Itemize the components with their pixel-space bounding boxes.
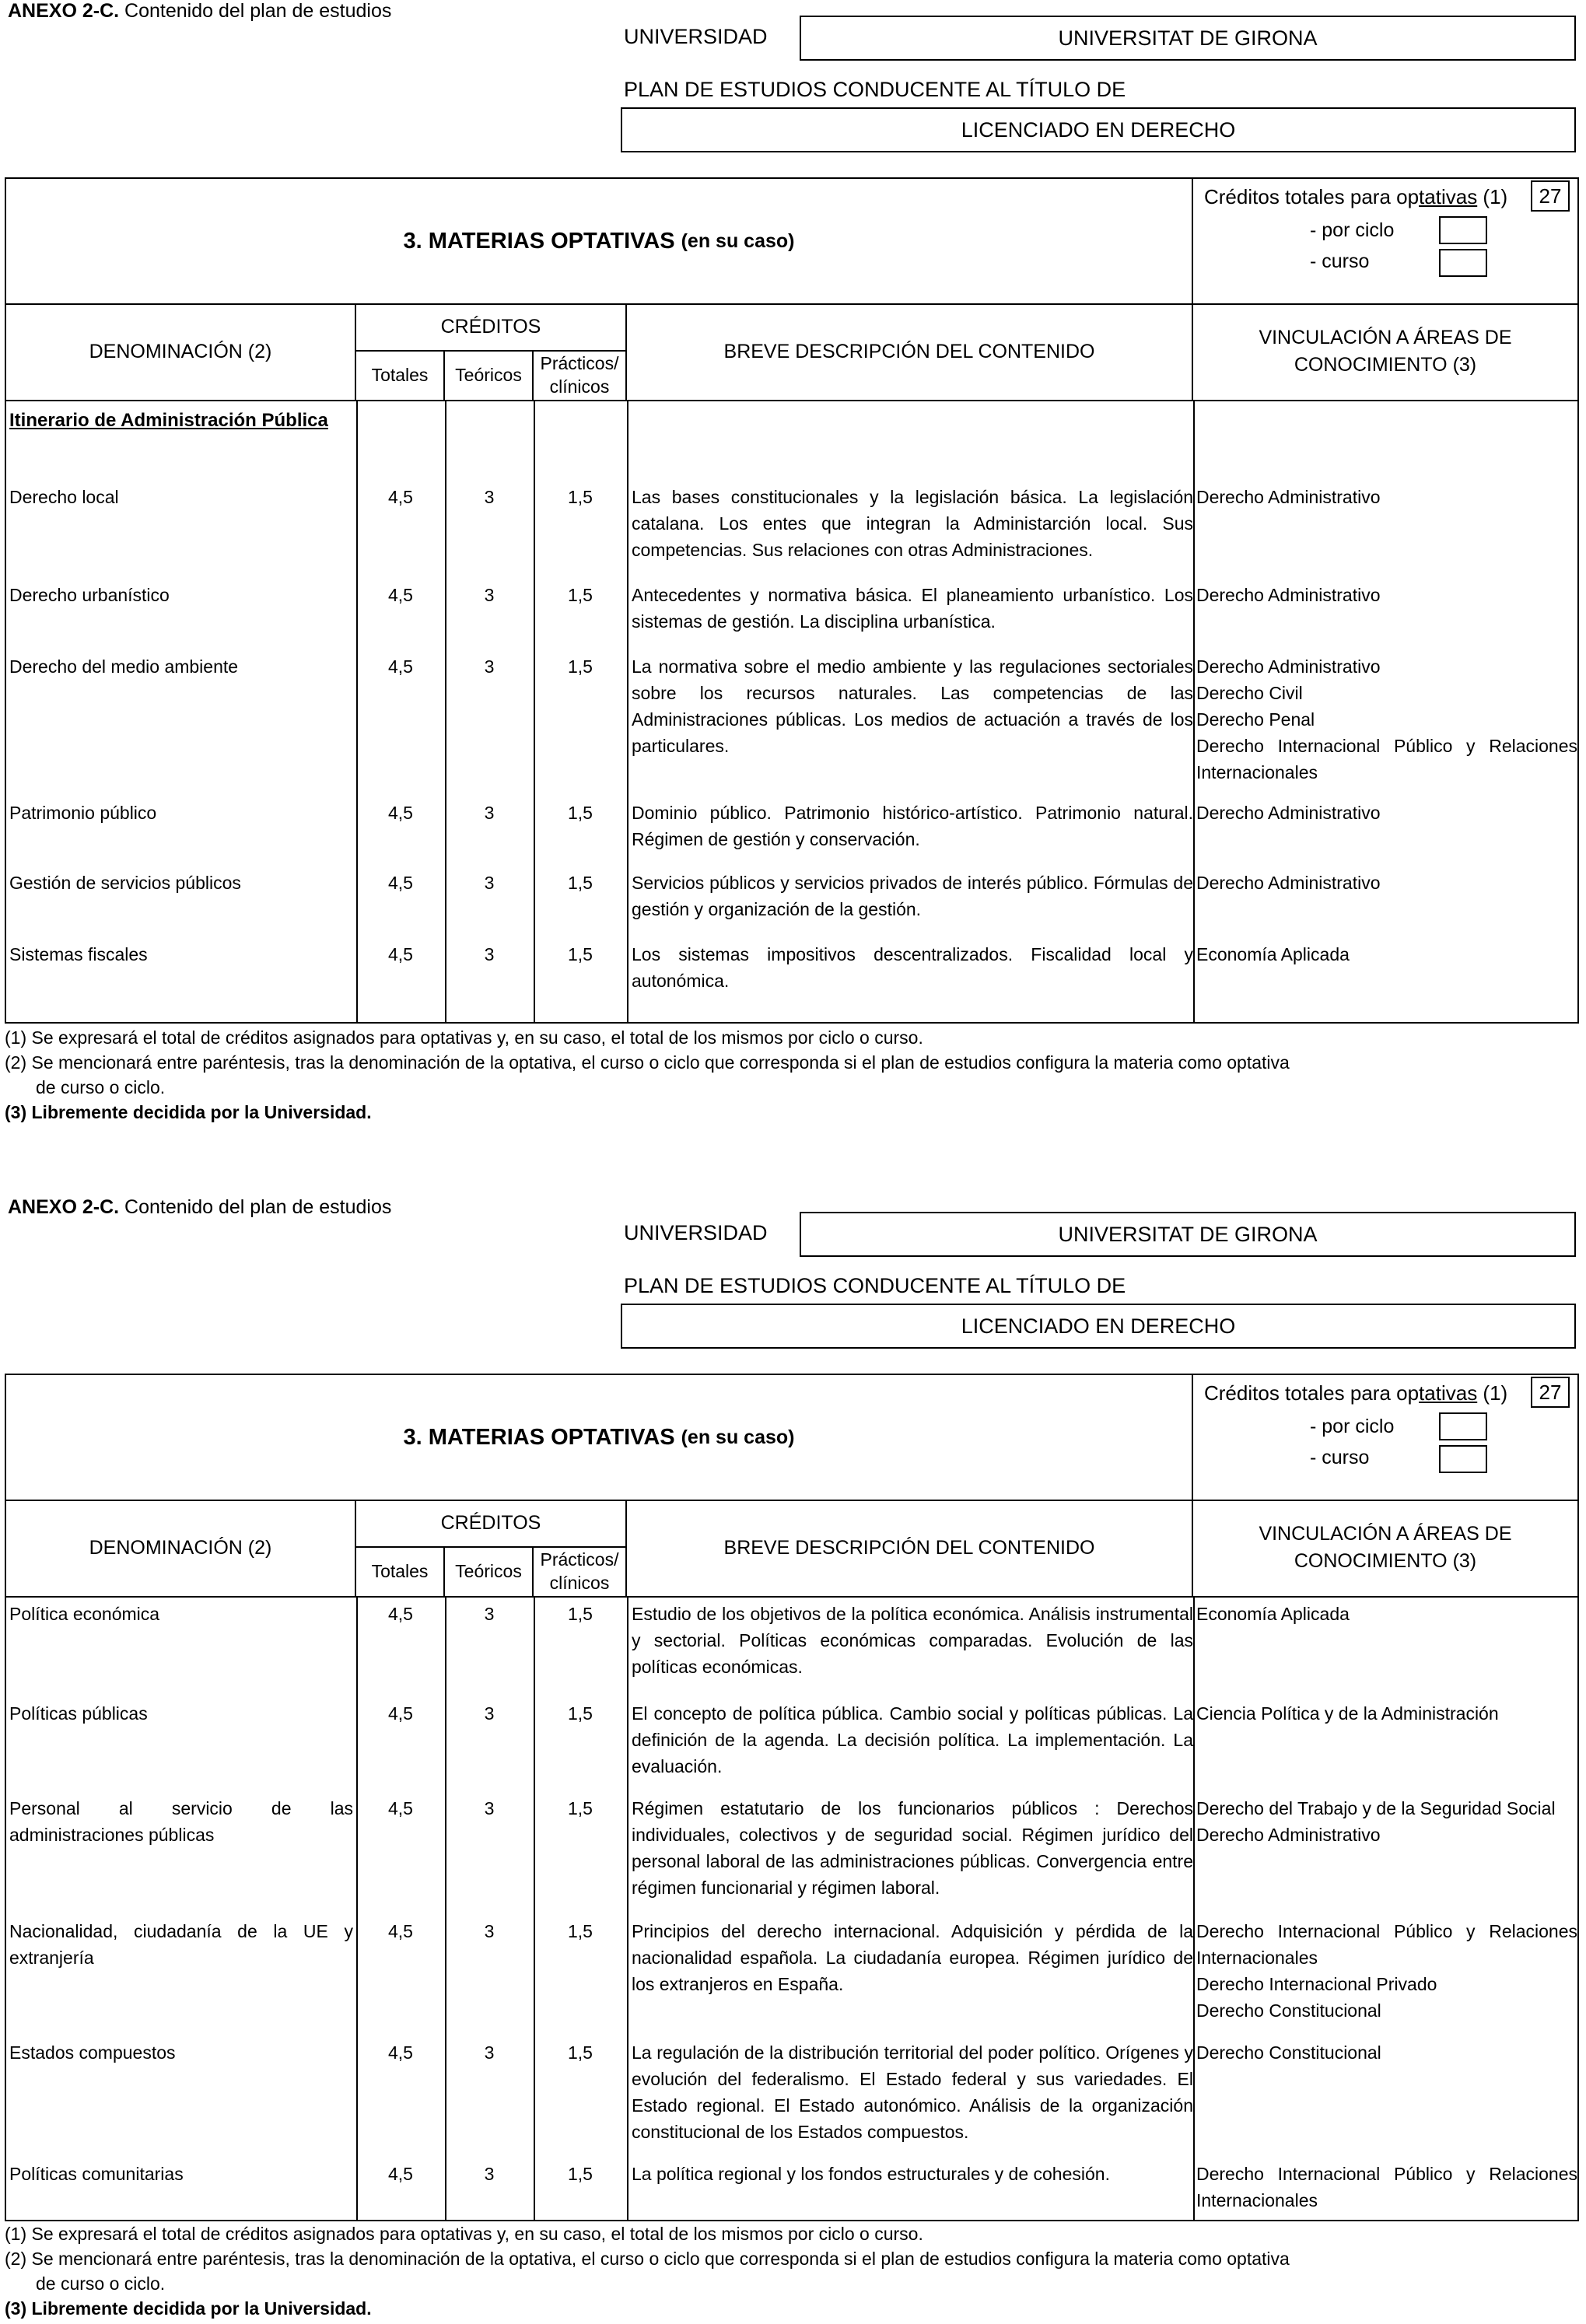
row-vinculacion: Derecho del Trabajo y de la Seguridad Social Derecho Administrativo <box>1196 1798 1556 1845</box>
col-creditos: CRÉDITOS <box>356 303 627 352</box>
footnote-2: (2) Se mencionará entre paréntesis, tras la denominación de la optativa, el curso o ciclo que corresponda si el plan de estudios configura la materia como optativa <box>5 1052 1290 1073</box>
row-descripcion: La política regional y los fondos estructurales y de cohesión. <box>632 2164 1110 2184</box>
row-descripcion: Estudio de los objetivos de la política económica. Análisis instrumental y sectorial. Políticas económicas comparadas. Evolución de las políticas económicas. <box>632 1604 1193 1677</box>
col-denominacion: DENOMINACIÓN (2) <box>6 1500 356 1596</box>
footnote-3: (3) Libremente decidida por la Universidad. <box>5 2298 372 2319</box>
por-ciclo-box <box>1439 1412 1487 1440</box>
row-teoricos: 3 <box>484 944 495 964</box>
row-denominacion: Personal al servicio de las administraciones públicas <box>9 1798 353 1845</box>
col-teoricos: Teóricos <box>445 1548 534 1596</box>
por-ciclo-label: - por ciclo <box>1310 1416 1395 1437</box>
row-descripcion: Los sistemas impositivos descentralizados. Fiscalidad local y autonómica. <box>632 944 1193 991</box>
row-teoricos: 3 <box>484 2164 495 2184</box>
section-title: 3. MATERIAS OPTATIVAS (en su caso) <box>6 1375 1193 1500</box>
row-teoricos: 3 <box>484 873 495 893</box>
row-denominacion: Gestión de servicios públicos <box>9 873 241 893</box>
row-descripcion: La normativa sobre el medio ambiente y las regulaciones sectoriales sobre los recursos naturales. Las competencias de las Administraciones públicas. Los medios de actuación a través de los particulares. <box>632 656 1193 756</box>
footnote-1: (1) Se expresará el total de créditos asignados para optativas y, en su caso, el total de los mismos por ciclo o curso. <box>5 1027 923 1048</box>
row-denominacion: Estados compuestos <box>9 2042 176 2063</box>
row-denominacion: Derecho local <box>9 487 119 507</box>
row-denominacion: Sistemas fiscales <box>9 944 148 964</box>
row-teoricos: 3 <box>484 1604 495 1624</box>
row-descripcion: Régimen estatutario de los funcionarios públicos : Derechos individuales, colectivos y de seguridad social. Régimen jurídico del personal laboral de las administraciones públicas. Convergencia entre régimen funcionarial y régimen laboral. <box>632 1798 1193 1898</box>
row-descripcion: Dominio público. Patrimonio histórico-artístico. Patrimonio natural. Régimen de gestión y conservación. <box>632 803 1193 849</box>
row-denominacion: Políticas públicas <box>9 1703 148 1724</box>
group-heading: Itinerario de Administración Pública <box>9 410 328 431</box>
col-practicos: Prácticos/ clínicos <box>534 1548 627 1596</box>
row-practicos: 1,5 <box>568 487 593 507</box>
creditos-totales-label: Créditos totales para optativas (1) <box>1204 185 1508 208</box>
row-descripcion: Principios del derecho internacional. Adquisición y pérdida de la nacionalidad española. La ciudadanía europea. Régimen jurídico de los extranjeros en España. <box>632 1921 1193 1994</box>
universidad-label: UNIVERSIDAD <box>624 1221 768 1244</box>
row-denominacion: Nacionalidad, ciudadanía de la UE y extranjería <box>9 1921 353 1968</box>
row-practicos: 1,5 <box>568 1921 593 1941</box>
row-teoricos: 3 <box>484 585 495 605</box>
table-header <box>6 1375 1577 1501</box>
col-totales: Totales <box>356 1548 445 1596</box>
row-totales: 4,5 <box>388 585 413 605</box>
row-totales: 4,5 <box>388 1604 413 1624</box>
row-teoricos: 3 <box>484 656 495 677</box>
col-vinculacion: VINCULACIÓN A ÁREAS DE CONOCIMIENTO (3) <box>1259 327 1512 376</box>
col-teoricos: Teóricos <box>445 352 534 400</box>
universidad-value: UNIVERSITAT DE GIRONA <box>800 16 1576 61</box>
por-ciclo-label: - por ciclo <box>1310 219 1395 241</box>
col-descripcion: BREVE DESCRIPCIÓN DEL CONTENIDO <box>627 1500 1193 1596</box>
row-teoricos: 3 <box>484 803 495 823</box>
footnote-1: (1) Se expresará el total de créditos asignados para optativas y, en su caso, el total de los mismos por ciclo o curso. <box>5 2224 923 2244</box>
universidad-label: UNIVERSIDAD <box>624 25 768 48</box>
row-totales: 4,5 <box>388 1921 413 1941</box>
table-header <box>6 179 1577 305</box>
col-denominacion: DENOMINACIÓN (2) <box>6 303 356 400</box>
column-headers <box>6 303 1577 401</box>
row-totales: 4,5 <box>388 2042 413 2063</box>
row-vinculacion: Derecho Administrativo <box>1196 873 1381 893</box>
row-practicos: 1,5 <box>568 656 593 677</box>
row-practicos: 1,5 <box>568 585 593 605</box>
col-totales: Totales <box>356 352 445 400</box>
creditos-totales-label: Créditos totales para optativas (1) <box>1204 1381 1508 1405</box>
por-ciclo-box <box>1439 216 1487 244</box>
row-vinculacion: Derecho Administrativo <box>1196 487 1381 507</box>
anexo-heading: ANEXO 2-C. Contenido del plan de estudios <box>8 0 392 22</box>
row-descripcion: Servicios públicos y servicios privados de interés público. Fórmulas de gestión y organización de la gestión. <box>632 873 1193 919</box>
universidad-value: UNIVERSITAT DE GIRONA <box>800 1212 1576 1257</box>
row-teoricos: 3 <box>484 1798 495 1818</box>
row-denominacion: Derecho urbanístico <box>9 585 170 605</box>
row-practicos: 1,5 <box>568 944 593 964</box>
row-vinculacion: Derecho Internacional Público y Relaciones Internacionales <box>1196 2164 1577 2210</box>
row-practicos: 1,5 <box>568 1798 593 1818</box>
col-practicos: Prácticos/ clínicos <box>534 352 627 400</box>
curso-box <box>1439 1445 1487 1473</box>
col-vinculacion: VINCULACIÓN A ÁREAS DE CONOCIMIENTO (3) <box>1259 1523 1512 1572</box>
plan-label: PLAN DE ESTUDIOS CONDUCENTE AL TÍTULO DE <box>624 1274 1126 1297</box>
footnotes <box>5 1025 1290 1125</box>
row-practicos: 1,5 <box>568 873 593 893</box>
creditos-totales-value: 27 <box>1531 1377 1570 1408</box>
page-2 <box>0 1196 1586 2324</box>
curso-box <box>1439 249 1487 277</box>
row-descripcion: El concepto de política pública. Cambio social y políticas públicas. La definición de la agenda. La decisión política. La implementación. La evaluación. <box>632 1703 1193 1776</box>
row-teoricos: 3 <box>484 2042 495 2063</box>
row-practicos: 1,5 <box>568 803 593 823</box>
row-totales: 4,5 <box>388 944 413 964</box>
col-creditos: CRÉDITOS <box>356 1500 627 1548</box>
row-totales: 4,5 <box>388 656 413 677</box>
titulo-value: LICENCIADO EN DERECHO <box>621 107 1576 152</box>
materias-table <box>5 1374 1579 2221</box>
row-denominacion: Políticas comunitarias <box>9 2164 184 2184</box>
row-vinculacion: Economía Aplicada <box>1196 1604 1350 1624</box>
row-vinculacion: Derecho Internacional Público y Relaciones Internacionales Derecho Internacional Privado Derecho Constitucional <box>1196 1921 1577 2021</box>
row-teoricos: 3 <box>484 1921 495 1941</box>
row-practicos: 1,5 <box>568 1703 593 1724</box>
col-descripcion: BREVE DESCRIPCIÓN DEL CONTENIDO <box>627 303 1193 400</box>
row-vinculacion: Ciencia Política y de la Administración <box>1196 1703 1499 1724</box>
row-totales: 4,5 <box>388 1798 413 1818</box>
footnote-2-cont: de curso o ciclo. <box>36 1077 166 1097</box>
row-denominacion: Patrimonio público <box>9 803 157 823</box>
page-1 <box>0 0 1586 1128</box>
column-headers <box>6 1500 1577 1598</box>
footnote-3: (3) Libremente decidida por la Universidad. <box>5 1102 372 1122</box>
row-denominacion: Política económica <box>9 1604 160 1624</box>
row-teoricos: 3 <box>484 1703 495 1724</box>
row-descripcion: Antecedentes y normativa básica. El planeamiento urbanístico. Los sistemas de gestión. La disciplina urbanística. <box>632 585 1193 632</box>
row-totales: 4,5 <box>388 873 413 893</box>
row-totales: 4,5 <box>388 487 413 507</box>
row-descripcion: La regulación de la distribución territorial del poder político. Orígenes y evolución del federalismo. El Estado federal y sus variedades. El Estado regional. El Estado autonómico. Análisis de la organización constitucional de los Estados compuestos. <box>632 2042 1193 2142</box>
row-practicos: 1,5 <box>568 2164 593 2184</box>
curso-label: - curso <box>1310 1447 1370 1468</box>
row-totales: 4,5 <box>388 2164 413 2184</box>
materias-table <box>5 177 1579 1024</box>
row-totales: 4,5 <box>388 1703 413 1724</box>
row-practicos: 1,5 <box>568 2042 593 2063</box>
footnote-2-cont: de curso o ciclo. <box>36 2273 166 2294</box>
row-totales: 4,5 <box>388 803 413 823</box>
row-descripcion: Las bases constitucionales y la legislación básica. La legislación catalana. Los entes que integran la Administarción local. Sus competencias. Sus relaciones con otras Administraciones. <box>632 487 1193 560</box>
row-vinculacion: Economía Aplicada <box>1196 944 1350 964</box>
row-vinculacion: Derecho Administrativo <box>1196 803 1381 823</box>
row-denominacion: Derecho del medio ambiente <box>9 656 239 677</box>
creditos-totales-value: 27 <box>1531 180 1570 212</box>
row-vinculacion: Derecho Administrativo <box>1196 585 1381 605</box>
titulo-value: LICENCIADO EN DERECHO <box>621 1304 1576 1349</box>
footnotes <box>5 2221 1290 2321</box>
row-practicos: 1,5 <box>568 1604 593 1624</box>
anexo-heading: ANEXO 2-C. Contenido del plan de estudios <box>8 1196 392 1218</box>
footnote-2: (2) Se mencionará entre paréntesis, tras la denominación de la optativa, el curso o ciclo que corresponda si el plan de estudios configura la materia como optativa <box>5 2249 1290 2269</box>
row-vinculacion: Derecho Constitucional <box>1196 2042 1381 2063</box>
row-teoricos: 3 <box>484 487 495 507</box>
section-title: 3. MATERIAS OPTATIVAS (en su caso) <box>6 179 1193 303</box>
curso-label: - curso <box>1310 250 1370 272</box>
plan-label: PLAN DE ESTUDIOS CONDUCENTE AL TÍTULO DE <box>624 78 1126 101</box>
row-vinculacion: Derecho Administrativo Derecho Civil Derecho Penal Derecho Internacional Público y Relaciones Internacionales <box>1196 656 1577 782</box>
